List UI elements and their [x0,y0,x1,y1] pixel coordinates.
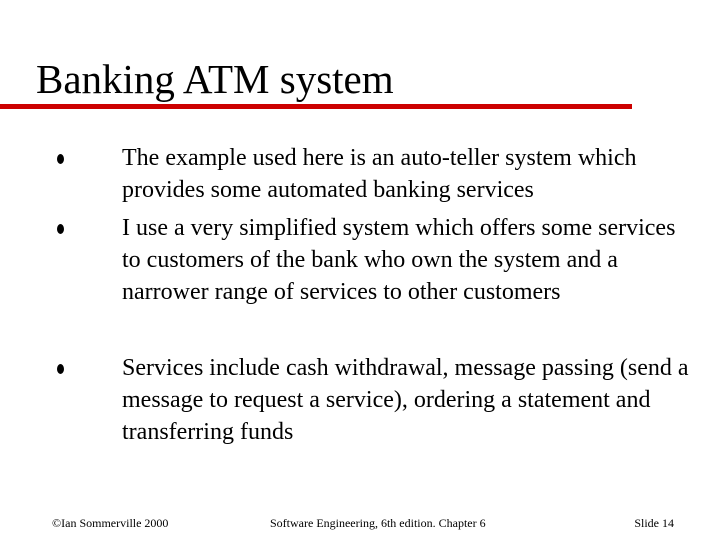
bullet-text: Services include cash withdrawal, message passing (send a message to request a service), ordering a statement and transferring funds [122,355,689,445]
bullet-text: I use a very simplified system which offers some services to customers of the bank who own the system and a narrower range of services to other customers [122,215,676,305]
bullet-dot-icon [57,224,64,234]
footer-book-reference: Software Engineering, 6th edition. Chapter 6 [270,516,486,530]
bullet-dot-icon [57,154,64,164]
bullet-dot-icon [57,364,64,374]
slide-title: Banking ATM system [36,56,394,102]
title-underline [0,104,632,109]
footer-slide-number: Slide 14 [634,516,674,530]
footer-copyright: ©Ian Sommerville 2000 [52,516,169,530]
bullet-text: The example used here is an auto-teller system which provides some automated banking services [122,145,637,203]
